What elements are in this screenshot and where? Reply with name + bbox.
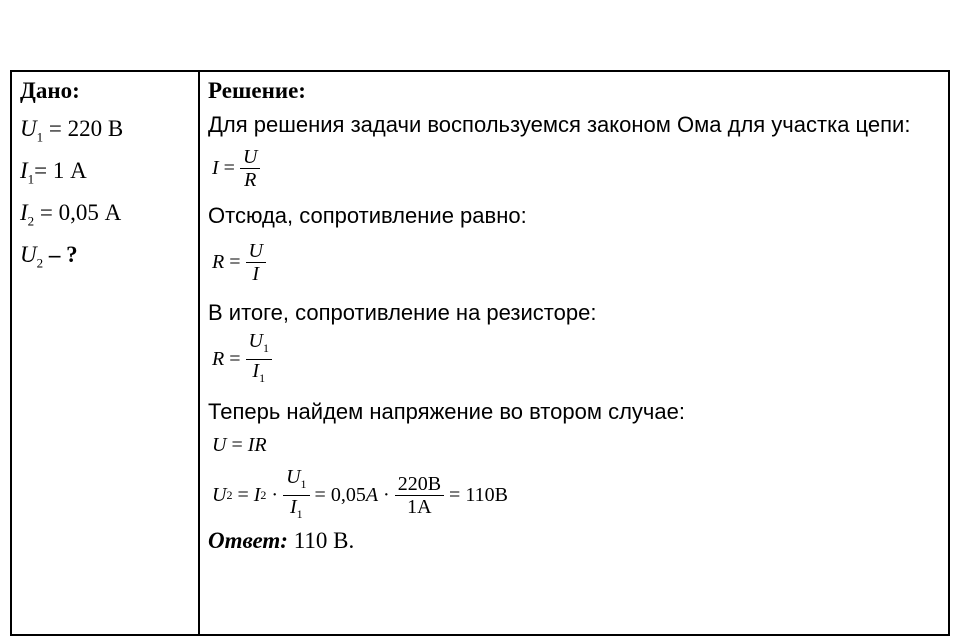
solution-paragraph-3: В итоге, сопротивление на резисторе:	[208, 300, 597, 325]
answer-line	[208, 526, 938, 556]
formula-voltage-case-2: U 2 = I 2 · $\frac{U_1}{I_1}$ = 0,05 A · $\frac{220B}{1A}$ = 110B	[212, 465, 508, 521]
answer-label: Ответ:	[208, 528, 288, 553]
given-u1: $U_1 = 220$ В	[20, 116, 124, 145]
solution-column	[208, 76, 938, 556]
solution-table	[10, 70, 950, 636]
given-unknown-u2: $U_2$ – ?	[20, 242, 78, 271]
solution-paragraph-2: Отсюда, сопротивление равно:	[208, 203, 527, 228]
formula-voltage: U = IR	[212, 433, 267, 456]
column-divider	[198, 72, 200, 634]
solution-heading: Решение:	[208, 78, 306, 103]
given-column	[20, 76, 190, 276]
solution-paragraph-1: Для решения задачи воспользуемся законом Ома для участка цепи:	[208, 112, 911, 137]
formula-resistance: R = $\frac{U}{I}$	[208, 230, 938, 294]
given-i2: $I_2 = 0,05$ А	[20, 200, 122, 229]
formula-ohm-law: I = $\frac{U}{R}$	[208, 139, 938, 197]
given-i1: $I_1= 1$ А	[20, 158, 87, 187]
solution-paragraph-4: Теперь найдем напряжение во втором случае:	[208, 399, 685, 424]
formula-resistance-case-1: R = $\frac{U_1}{I_1}$	[208, 327, 938, 391]
given-heading: Дано:	[20, 78, 80, 103]
answer-value: 110 В.	[287, 528, 355, 553]
